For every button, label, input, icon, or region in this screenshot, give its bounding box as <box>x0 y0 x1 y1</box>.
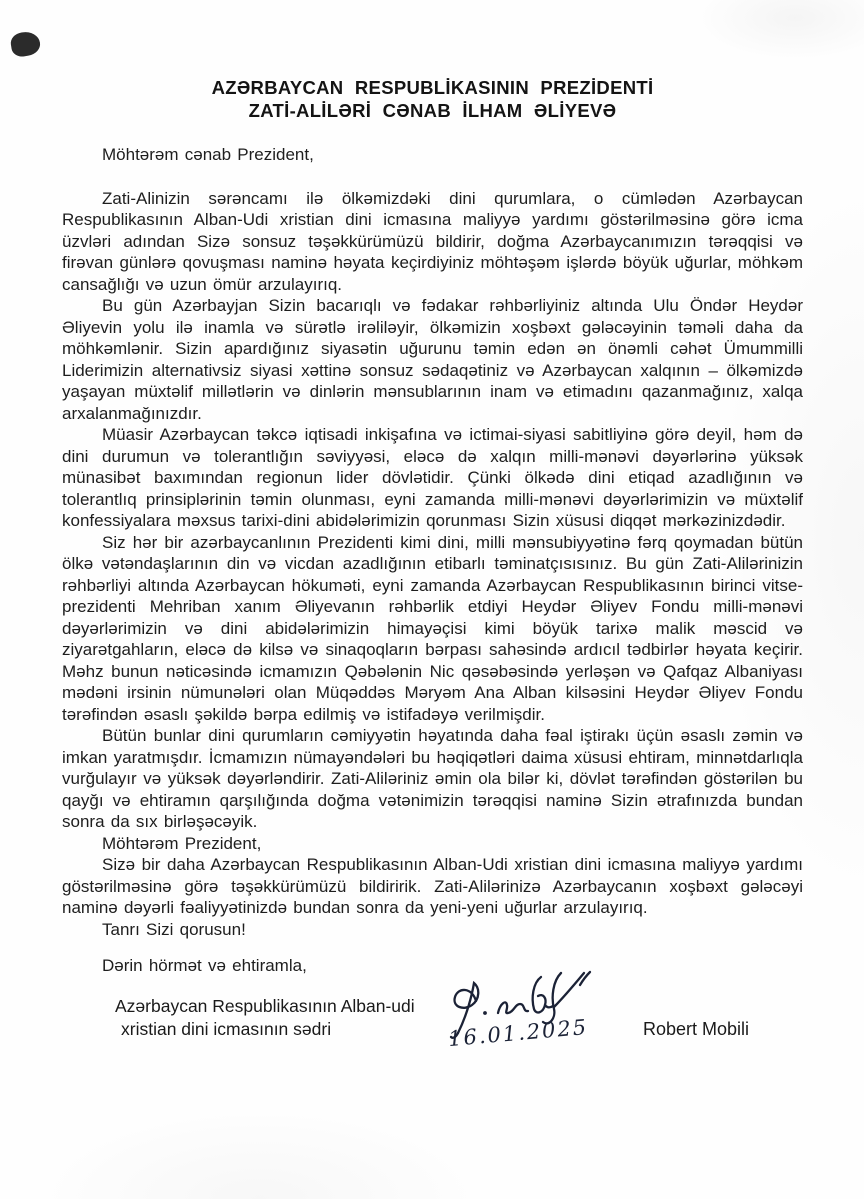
letter-body <box>62 144 803 977</box>
salutation-2: Möhtərəm Prezident, <box>102 833 262 853</box>
paragraph-1: Zati-Alinizin sərəncamı ilə ölkəmizdəki dini qurumlara, o cümlədən Azərbaycan Respublikasının Alban-Udi xristian dini icmasına maliyyə yardımı göstərilməsinə görə icma üzvləri adından Sizə sonsuz təşəkkürümüzü bildirir, doğma Azərbaycanımızın tərəqqisi və firəvan günlərə qovuşması naminə həyata keçirdiyiniz möhtəşəm işlərdə böyük uğurlar, möhkəm cansağlığı və uzun ömür arzulayırıq. <box>62 188 803 294</box>
valediction: Dərin hörmət və ehtiramla, <box>102 956 307 975</box>
paragraph-4: Siz hər bir azərbaycanlının Prezidenti kimi dini, milli mənsubiyyətinə fərq qoymadan bütün ölkə vətəndaşlarının din və vicdan azadlığının etibarlı təminatçısısınız. Bu gün Zati-Alilərinizin rəhbərliyi altında Azərbaycan hökuməti, eyni zamanda Azərbaycan Respublikasının birinci vitse-prezidenti Mehriban xanım Əliyevanın rəhbərlik etdiyi Heydər Əliyev Fondu milli-mənəvi dəyərlərimizin və dini abidələrimizin himayəçisi kimi böyük tarixə malik məscid və ziyarətgahların, eləcə də kilsə və sinaqoqların bərpası sahəsində ardıcıl tədbirlər həyata keçirir. Məhz bunun nəticəsində icmamızın Qəbələnin Nic qəsəbəsində yerləşən və Qafqaz Albaniyası mədəni irsinin nümunələri olan Müqəddəs Məryəm Ana Alban kilsəsini Heydər Əliyev Fondu tərəfindən əsaslı şəkildə bərpa edilmiş və istifadəyə verilmişdir. <box>62 532 803 724</box>
signatory-title-line1: Azərbaycan Respublikasının Alban-udi <box>115 995 415 1016</box>
paragraph-3: Müasir Azərbaycan təkcə iqtisadi inkişafına və ictimai-siyasi sabitliyinə görə deyil, həm də dini durumun və tolerantlığın səviyyəsi, eləcə də xalqın milli-mənəvi dəyərlərinə yüksək münasibət baxımından regionun lider dövlətidir. Çünki ölkədə dini etiqad azadlığının və tolerantlıq prinsiplərinin təmin olunması, eyni zamanda milli-mənəvi dəyərlərimizin və müxtəlif konfessiyalara məxsus tarixi-dini abidələrimizin qorunması Sizin xüsusi diqqət mərkəzinizdədir. <box>62 425 803 530</box>
letter-heading <box>62 76 803 122</box>
paragraph-6: Sizə bir daha Azərbaycan Respublikasının Alban-Udi xristian dini icmasına maliyyə yardımı göstərilməsinə görə təşəkkürümüzü bildiririk. Zati-Alilərinizə Azərbaycanın xoşbəxt gələcəyi naminə dəyərli fəaliyyətinizdə bundan sonra da yeni-yeni uğurlar arzulayırıq. <box>62 855 803 917</box>
signature-block <box>62 993 803 1123</box>
paragraph-5: Bütün bunlar dini qurumların cəmiyyətin həyatında daha fəal iştirakı üçün əsaslı zəmin və imkan yaratmışdır. İcmamızın nümayəndələri bu həqiqətləri daima xüsusi ehtiram, minnətdarlıqla vurğulayır və yüksək dəyərləndirir. Zati-Aliləriniz əmin ola bilər ki, dövlət tərəfindən göstərilən bu qayğı və ehtiramın qarşılığında doğma vətənimizin tərəqqisi naminə Sizin ətrafınızda bundan sonra da sıx birləşəcəyik. <box>62 726 803 831</box>
letter-heading-line2: ZATİ-ALİLƏRİ CƏNAB İLHAM ƏLİYEVƏ <box>248 100 617 121</box>
signatory-title <box>115 995 415 1041</box>
letter-content <box>62 0 803 1123</box>
letter-heading-line1: AZƏRBAYCAN RESPUBLİKASININ PREZİDENTİ <box>211 77 654 98</box>
blessing-line: Tanrı Sizi qorusun! <box>102 919 246 939</box>
signature-autograph <box>440 963 650 1093</box>
signatory-name: Robert Mobili <box>643 1018 750 1039</box>
scan-artifact-mark <box>9 30 41 58</box>
signatory-title-line2: xristian dini icmasının sədri <box>121 1018 332 1039</box>
salutation: Möhtərəm cənab Prezident, <box>102 145 314 164</box>
paragraph-2: Bu gün Azərbayjan Sizin bacarıqlı və fədakar rəhbərliyiniz altında Ulu Öndər Heydər Əliyevin yolu ilə inamla və sürətlə irəliləyir, ölkəmizin xoşbəxt gələcəyinin təməli daha da möhkəmlənir. Sizin apardığınız siyasətin uğurunu təmin edən ən önəmli cəhət Ümummilli Liderimizin alternativsiz siyasi xəttinə sonsuz sədaqətiniz və Azərbaycan xalqının – ölkəmizdə yaşayan müxtəlif millətlərin və dinlərin mənsublarının inam və etimadını qazanmağınız, xalqa arxalanmağınızdır. <box>62 296 803 423</box>
signature-date: 16.01.2025 <box>447 1014 590 1051</box>
